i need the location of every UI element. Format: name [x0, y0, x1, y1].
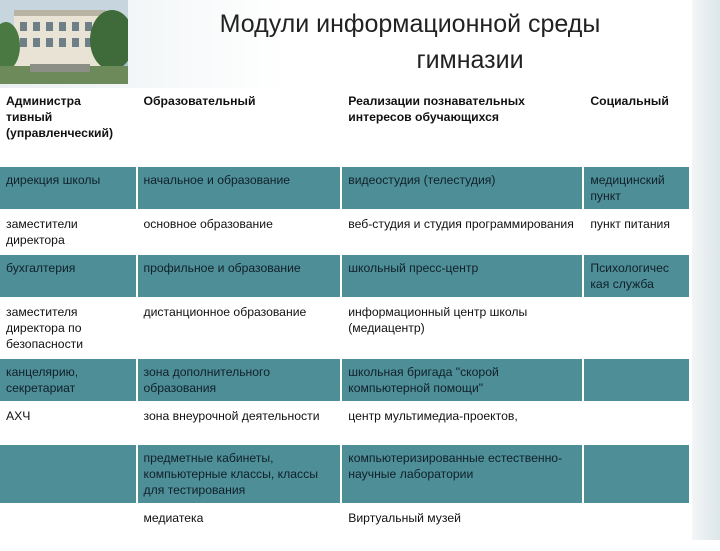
table-cell: медиатека — [137, 504, 342, 550]
table-cell: информационный центр школы (медиацентр) — [341, 298, 583, 358]
table-cell — [583, 504, 690, 550]
table-cell — [583, 298, 690, 358]
table-cell: веб-студия и студия программирования — [341, 210, 583, 254]
table-cell: пункт питания — [583, 210, 690, 254]
slide-title — [140, 6, 680, 78]
table-row — [0, 444, 690, 504]
header-cell-social: Социальный — [583, 88, 690, 166]
table-cell: школьный пресс-центр — [341, 254, 583, 298]
table-cell: заместителя директора по безопасности — [0, 298, 137, 358]
table-row — [0, 402, 690, 444]
table-cell: профильное и образование — [137, 254, 342, 298]
table-cell: Виртуальный музей — [341, 504, 583, 550]
school-building-photo — [0, 0, 128, 84]
table-cell: начальное и образование — [137, 166, 342, 210]
table-cell: основное образование — [137, 210, 342, 254]
table-row — [0, 358, 690, 402]
slide-title-line-2: гимназии — [416, 46, 524, 74]
header-cell-educational: Образовательный — [137, 88, 342, 166]
modules-table — [0, 88, 691, 551]
table-cell: канцелярию, секретариат — [0, 358, 137, 402]
table-cell: дистанционное образование — [137, 298, 342, 358]
table-row — [0, 504, 690, 550]
table-header-row — [0, 88, 690, 166]
table-row — [0, 298, 690, 358]
table-cell: дирекция школы — [0, 166, 137, 210]
table-cell: компьютеризированные естественно-научные лаборатории — [341, 444, 583, 504]
slide-title-line-1: Модули информационной среды — [219, 10, 601, 38]
header-cell-interests: Реализации познавательных интересов обучающихся — [341, 88, 583, 166]
table-cell: заместители директора — [0, 210, 137, 254]
table-cell: видеостудия (телестудия) — [341, 166, 583, 210]
table-cell: школьная бригада "скорой компьютерной помощи" — [341, 358, 583, 402]
table-cell — [0, 444, 137, 504]
table-cell: АХЧ — [0, 402, 137, 444]
table-cell — [0, 504, 137, 550]
table-cell: зона дополнительного образования — [137, 358, 342, 402]
slide-right-border — [692, 0, 720, 540]
table-cell — [583, 444, 690, 504]
table-row — [0, 166, 690, 210]
table-row — [0, 210, 690, 254]
table-cell: центр мультимедиа-проектов, — [341, 402, 583, 444]
table-row — [0, 254, 690, 298]
table-cell: Психологичес кая служба — [583, 254, 690, 298]
table-cell — [583, 358, 690, 402]
table-cell: бухгалтерия — [0, 254, 137, 298]
table-cell: медицинский пункт — [583, 166, 690, 210]
table-cell — [583, 402, 690, 444]
table-cell: предметные кабинеты, компьютерные классы, классы для тестирования — [137, 444, 342, 504]
table-cell: зона внеурочной деятельности — [137, 402, 342, 444]
header-cell-administrative: Администра тивный (управленческий) — [0, 88, 137, 166]
